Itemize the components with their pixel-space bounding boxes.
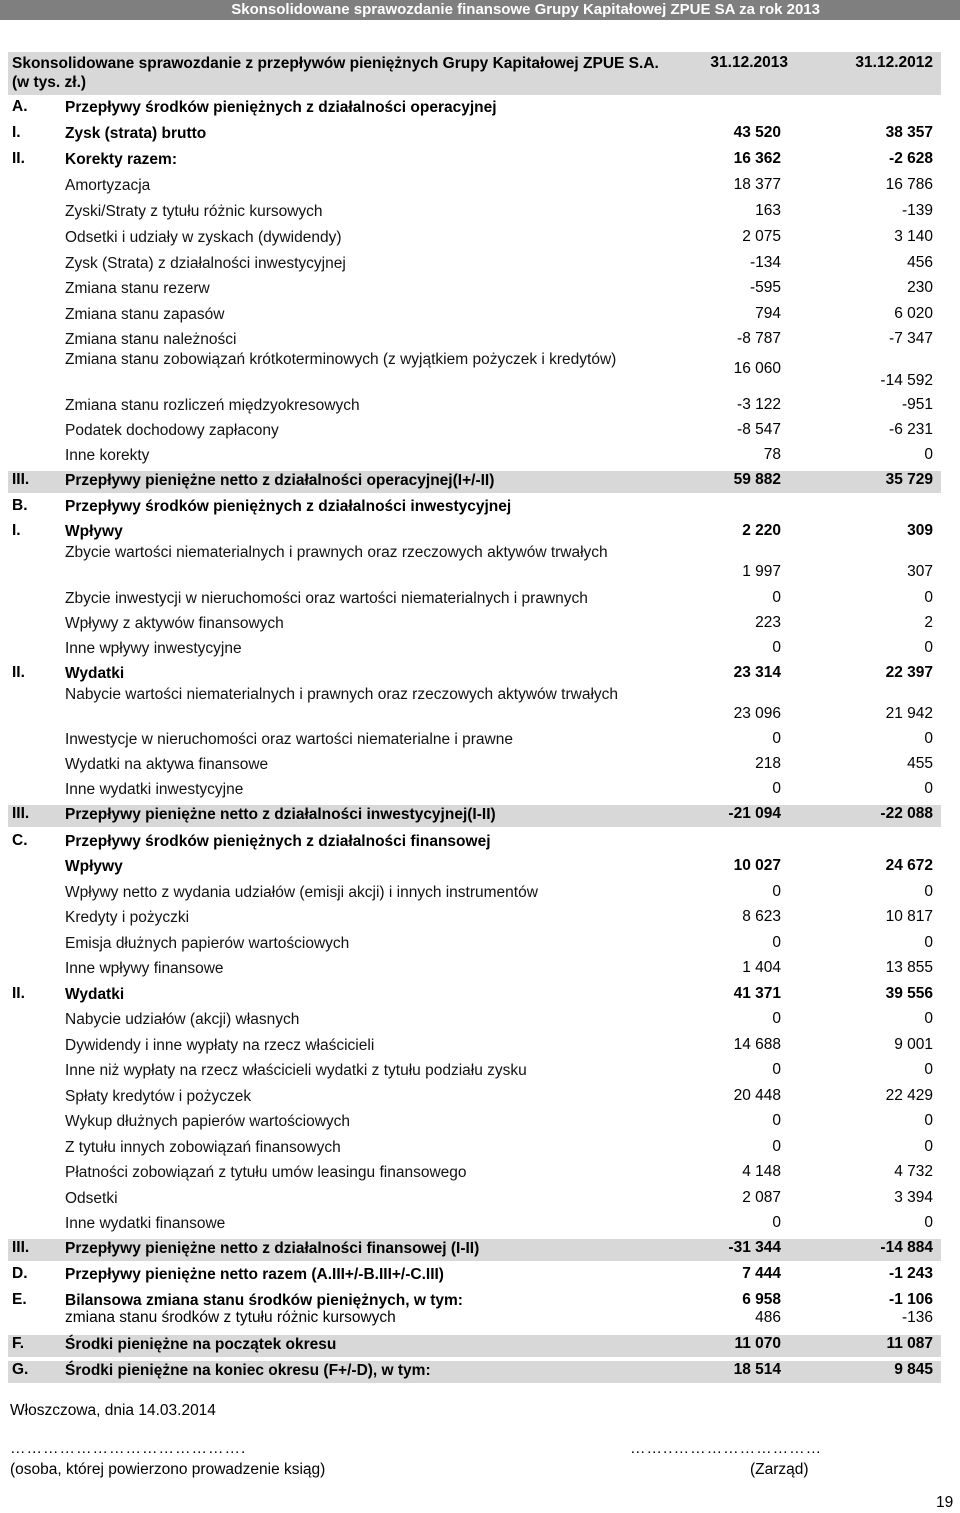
row-label: Wpływy netto z wydania udziałów (emisji akcji) i innych instrumentów [65, 884, 538, 901]
signature-caption-bookkeeper: (osoba, której powierzono prowadzenie ksiąg) [10, 1461, 326, 1478]
row-label: Wydatki [65, 665, 125, 682]
table-row [8, 1112, 941, 1134]
value-2013: 0 [772, 934, 781, 951]
row-code: II. [12, 985, 25, 1002]
table-row [8, 883, 941, 905]
signature-caption-board: (Zarząd) [750, 1461, 809, 1478]
value-2013: 78 [763, 446, 781, 463]
table-row [8, 543, 941, 583]
sub-value-2012: -136 [901, 1309, 933, 1326]
value-2013: 0 [772, 1010, 781, 1027]
value-2013: 59 882 [733, 471, 781, 488]
table-row [8, 685, 941, 725]
table-row [8, 1010, 941, 1032]
row-label: Zmiana stanu zapasów [65, 306, 225, 323]
column-2013-header: 31.12.2013 [710, 54, 788, 71]
value-2012: 0 [924, 1214, 933, 1231]
value-2012: -139 [901, 202, 933, 219]
value-2013: 0 [772, 1214, 781, 1231]
row-label: Inne wydatki finansowe [65, 1215, 226, 1232]
table-row [8, 176, 941, 198]
table-row [8, 755, 941, 777]
table-row [8, 98, 941, 120]
value-2013: 223 [755, 614, 781, 631]
row-label: Zmiana stanu rezerw [65, 280, 210, 297]
table-row [8, 279, 941, 301]
row-code: I. [12, 522, 21, 539]
table-row [8, 471, 941, 493]
table-row [8, 1087, 941, 1109]
row-label: Inne wydatki inwestycyjne [65, 781, 244, 798]
value-2012: 0 [924, 1112, 933, 1129]
page-number: 19 [936, 1494, 954, 1511]
value-2013: -134 [749, 254, 781, 271]
value-2013: 8 623 [742, 908, 781, 925]
signature-line-right: ……..……………………… [630, 1440, 823, 1457]
table-row [8, 150, 941, 172]
sub-value-2013: 486 [755, 1309, 781, 1326]
row-label: Nabycie udziałów (akcji) własnych [65, 1011, 300, 1028]
value-2013: -8 547 [737, 421, 781, 438]
value-2013: 218 [755, 755, 781, 772]
table-row [8, 589, 941, 611]
row-label: Wykup dłużnych papierów wartościowych [65, 1113, 351, 1130]
table-row [8, 1138, 941, 1160]
value-2012: 21 942 [885, 705, 933, 722]
row-label: Nabycie wartości niematerialnych i prawnych oraz rzeczowych aktywów trwałych [65, 686, 619, 703]
value-2012: 11 087 [886, 1335, 933, 1352]
value-2013: 10 027 [733, 857, 781, 874]
row-code: D. [12, 1265, 28, 1282]
table-row [8, 1335, 941, 1357]
table-row [8, 1361, 941, 1383]
row-label: Przepływy pieniężne netto razem (A.III+/-B.III+/-C.III) [65, 1266, 444, 1283]
table-row [8, 1291, 941, 1333]
row-label: Inwestycje w nieruchomości oraz wartości niematerialne i prawne [65, 731, 513, 748]
row-code: G. [12, 1361, 29, 1378]
value-2013: 11 070 [734, 1335, 781, 1352]
value-2012: 309 [907, 522, 933, 539]
table-row [8, 421, 941, 443]
row-label: Zyski/Straty z tytułu różnic kursowych [65, 203, 323, 220]
row-label: Zbycie inwestycji w nieruchomości oraz wartości niematerialnych i prawnych [65, 590, 588, 607]
value-2013: 43 520 [733, 124, 781, 141]
table-row [8, 985, 941, 1007]
place-and-date: Włoszczowa, dnia 14.03.2014 [10, 1402, 216, 1419]
value-2012: 0 [924, 589, 933, 606]
value-2013: 18 514 [733, 1361, 781, 1378]
row-code: B. [12, 497, 28, 514]
row-label: Płatności zobowiązań z tytułu umów leasingu finansowego [65, 1164, 467, 1181]
table-row [8, 446, 941, 468]
value-2012: 0 [924, 639, 933, 656]
value-2013: -21 094 [728, 805, 781, 822]
value-2012: 38 357 [885, 124, 933, 141]
value-2012: -951 [901, 396, 933, 413]
table-row [8, 614, 941, 636]
row-label: Wydatki [65, 986, 125, 1003]
value-2013: 0 [772, 1138, 781, 1155]
value-2012: 2 [924, 614, 933, 631]
table-header [8, 52, 941, 95]
value-2012: -14 592 [880, 372, 933, 389]
row-label: Przepływy środków pieniężnych z działalności finansowej [65, 833, 491, 850]
value-2013: 7 444 [742, 1265, 781, 1282]
row-label: Podatek dochodowy zapłacony [65, 422, 279, 439]
value-2013: 2 220 [742, 522, 781, 539]
value-2012: 0 [924, 780, 933, 797]
value-2012: 22 397 [885, 664, 933, 681]
value-2013: 23 096 [733, 705, 781, 722]
row-label: Amortyzacja [65, 177, 151, 194]
row-label: Zbycie wartości niematerialnych i prawnych oraz rzeczowych aktywów trwałych [65, 544, 608, 561]
table-row [8, 330, 941, 352]
table-row [8, 1036, 941, 1058]
value-2012: 39 556 [885, 985, 933, 1002]
value-2012: 455 [907, 755, 933, 772]
table-row [8, 254, 941, 276]
value-2012: 9 001 [894, 1036, 933, 1053]
row-label: Przepływy środków pieniężnych z działalności inwestycyjnej [65, 498, 512, 515]
value-2013: 0 [772, 730, 781, 747]
table-row [8, 639, 941, 661]
value-2012: 0 [924, 1010, 933, 1027]
table-title: Skonsolidowane sprawozdanie z przepływów pieniężnych Grupy Kapitałowej ZPUE S.A. (w tys. zł.) [12, 55, 659, 91]
table-row [8, 202, 941, 224]
row-code: III. [12, 471, 30, 488]
value-2013: 0 [772, 780, 781, 797]
row-code: III. [12, 805, 30, 822]
value-2013: 14 688 [733, 1036, 781, 1053]
table-row [8, 1265, 941, 1287]
value-2013: 4 148 [742, 1163, 781, 1180]
table-row [8, 1163, 941, 1185]
row-label: Korekty razem: [65, 151, 177, 168]
row-label: Przepływy środków pieniężnych z działalności operacyjnej [65, 99, 497, 116]
table-row [8, 1214, 941, 1236]
row-label: Zmiana stanu zobowiązań krótkoterminowych (z wyjątkiem pożyczek i kredytów) [65, 351, 617, 368]
row-label: Inne wpływy inwestycyjne [65, 640, 242, 657]
value-2012: 4 732 [894, 1163, 933, 1180]
value-2012: -2 628 [889, 150, 933, 167]
value-2013: 18 377 [733, 176, 781, 193]
value-2013: 6 958 [742, 1291, 781, 1308]
row-label: Środki pieniężne na koniec okresu (F+/-D), w tym: [65, 1362, 431, 1379]
value-2013: 23 314 [733, 664, 781, 681]
table-row [8, 497, 941, 519]
table-row [8, 730, 941, 752]
row-sub-label: zmiana stanu środków z tytułu różnic kursowych [65, 1309, 396, 1326]
row-code: C. [12, 832, 28, 849]
row-code: III. [12, 1239, 30, 1256]
value-2012: -14 884 [880, 1239, 933, 1256]
value-2012: 13 855 [885, 959, 933, 976]
table-row [8, 1239, 941, 1261]
table-row [8, 228, 941, 250]
table-row [8, 959, 941, 981]
column-2012-header: 31.12.2012 [855, 54, 933, 71]
table-row [8, 934, 941, 956]
table-row [8, 1061, 941, 1083]
value-2013: 2 087 [742, 1189, 781, 1206]
value-2012: 9 845 [894, 1361, 933, 1378]
table-row [8, 350, 941, 390]
row-label: Zmiana stanu rozliczeń międzyokresowych [65, 397, 360, 414]
row-label: Środki pieniężne na początek okresu [65, 1336, 337, 1353]
value-2012: 10 817 [885, 908, 933, 925]
row-label: Przepływy pieniężne netto z działalności operacyjnej(I+/-II) [65, 472, 495, 489]
row-label: Wpływy [65, 858, 123, 875]
row-label: Zysk (Strata) z działalności inwestycyjnej [65, 255, 346, 272]
value-2012: -1 106 [889, 1291, 933, 1308]
row-label: Przepływy pieniężne netto z działalności inwestycyjnej(I-II) [65, 806, 496, 823]
row-label: Wpływy [65, 523, 123, 540]
row-code: A. [12, 98, 28, 115]
value-2012: 3 140 [894, 228, 933, 245]
table-row [8, 805, 941, 827]
value-2012: -7 347 [889, 330, 933, 347]
value-2013: 0 [772, 883, 781, 900]
document-header: Skonsolidowane sprawozdanie finansowe Grupy Kapitałowej ZPUE SA za rok 2013 [0, 0, 960, 20]
row-label: Odsetki i udziały w zyskach (dywidendy) [65, 229, 342, 246]
value-2012: 24 672 [885, 857, 933, 874]
value-2013: -8 787 [737, 330, 781, 347]
table-row [8, 832, 941, 854]
table-row [8, 857, 941, 879]
table-row [8, 908, 941, 930]
value-2013: 163 [755, 202, 781, 219]
row-label: Inne wpływy finansowe [65, 960, 224, 977]
value-2013: 1 997 [742, 563, 781, 580]
value-2013: 0 [772, 1112, 781, 1129]
value-2013: -595 [749, 279, 781, 296]
row-label: Spłaty kredytów i pożyczek [65, 1088, 252, 1105]
row-label: Zysk (strata) brutto [65, 125, 207, 142]
value-2012: 0 [924, 446, 933, 463]
value-2013: 794 [755, 305, 781, 322]
value-2012: 456 [907, 254, 933, 271]
value-2012: 0 [924, 1138, 933, 1155]
row-label: Dywidendy i inne wypłaty na rzecz właścicieli [65, 1037, 375, 1054]
value-2013: 16 060 [733, 360, 781, 377]
row-code: II. [12, 664, 25, 681]
row-label: Odsetki [65, 1190, 118, 1207]
value-2012: -22 088 [880, 805, 933, 822]
signature-line-left: ……………………………………. [10, 1440, 247, 1457]
value-2012: 3 394 [894, 1189, 933, 1206]
table-row [8, 780, 941, 802]
value-2012: 0 [924, 883, 933, 900]
value-2013: 20 448 [733, 1087, 781, 1104]
value-2012: 22 429 [885, 1087, 933, 1104]
row-code: I. [12, 124, 21, 141]
row-label: Wpływy z aktywów finansowych [65, 615, 284, 632]
row-label: Przepływy pieniężne netto z działalności finansowej (I-II) [65, 1240, 480, 1257]
value-2012: -6 231 [889, 421, 933, 438]
value-2013: 1 404 [742, 959, 781, 976]
table-row [8, 305, 941, 327]
row-label: Wydatki na aktywa finansowe [65, 756, 269, 773]
value-2012: -1 243 [889, 1265, 933, 1282]
value-2012: 307 [907, 563, 933, 580]
value-2012: 230 [907, 279, 933, 296]
value-2012: 16 786 [885, 176, 933, 193]
value-2013: 16 362 [733, 150, 781, 167]
row-code: F. [12, 1335, 25, 1352]
value-2012: 35 729 [885, 471, 933, 488]
row-label: Inne korekty [65, 447, 150, 464]
table-row [8, 396, 941, 418]
row-label: Zmiana stanu należności [65, 331, 237, 348]
value-2013: 41 371 [733, 985, 781, 1002]
value-2013: 2 075 [742, 228, 781, 245]
value-2012: 0 [924, 1061, 933, 1078]
value-2013: -31 344 [728, 1239, 781, 1256]
table-row [8, 664, 941, 686]
row-label: Z tytułu innych zobowiązań finansowych [65, 1139, 341, 1156]
row-label: Kredyty i pożyczki [65, 909, 190, 926]
value-2013: -3 122 [737, 396, 781, 413]
value-2012: 0 [924, 934, 933, 951]
row-code: II. [12, 150, 25, 167]
row-label: Inne niż wypłaty na rzecz właścicieli wydatki z tytułu podziału zysku [65, 1062, 527, 1079]
value-2012: 0 [924, 730, 933, 747]
value-2013: 0 [772, 589, 781, 606]
table-row [8, 1189, 941, 1211]
row-label: Emisja dłużnych papierów wartościowych [65, 935, 350, 952]
table-row [8, 522, 941, 544]
table-row [8, 124, 941, 146]
row-label: Bilansowa zmiana stanu środków pieniężnych, w tym: [65, 1292, 463, 1309]
value-2013: 0 [772, 1061, 781, 1078]
value-2012: 6 020 [894, 305, 933, 322]
value-2013: 0 [772, 639, 781, 656]
row-code: E. [12, 1291, 27, 1308]
